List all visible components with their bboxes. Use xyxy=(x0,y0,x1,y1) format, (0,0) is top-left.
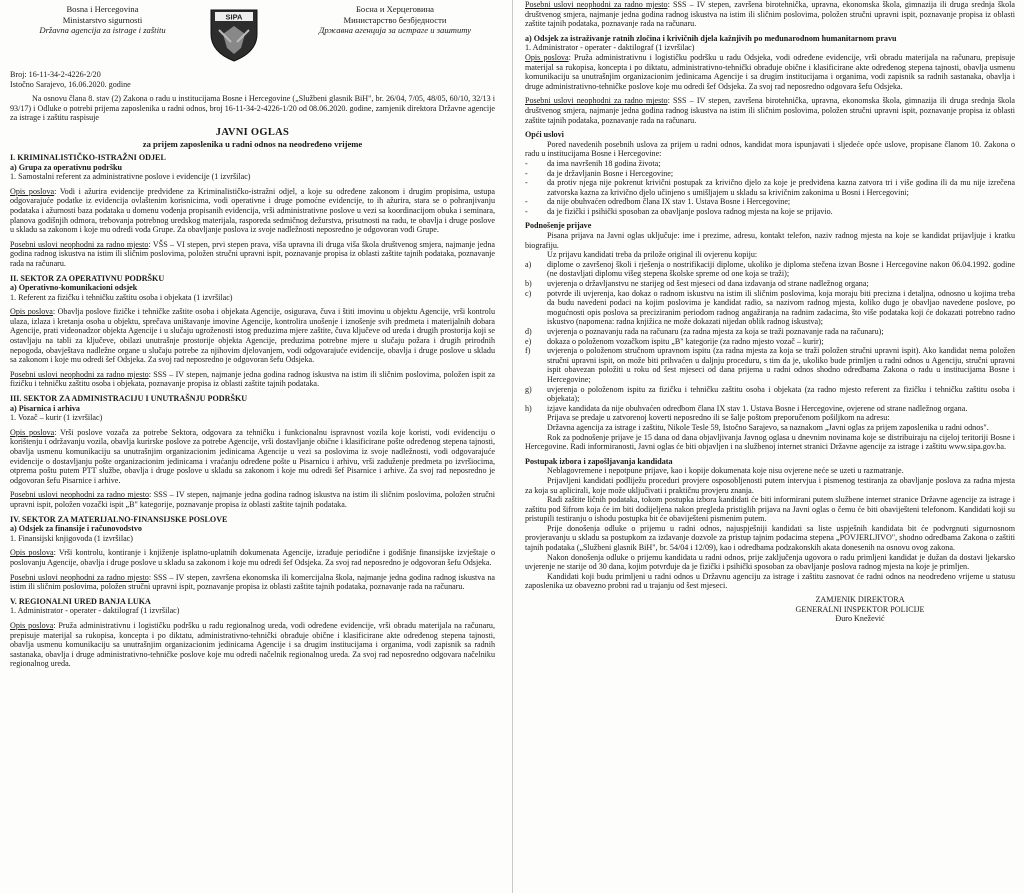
application-paragraph: Prijava se predaje u zatvorenoj koverti neposredno ili se šalje poštom preporučenom pošiljkom na adresu: xyxy=(547,413,890,423)
group-heading: a) Odsjek za istraživanje ratnih zločina i krivičnih djela kažnjivih po međunarodnom humanitarnom pravu xyxy=(525,33,897,43)
special-requirements xyxy=(10,573,495,592)
application-address: Državna agencija za istrage i zaštitu, Nikole Tesle 59, Istočno Sarajevo, sa naznakom „Javni oglas za prijem zaposlenika u radni odnos". xyxy=(547,422,989,432)
opis-label: Opis poslova xyxy=(10,427,55,437)
right-column xyxy=(525,0,1015,893)
list-item: - da ima navršenih 18 godina života; xyxy=(525,158,661,168)
opis-label: Opis poslova xyxy=(10,307,53,317)
special-requirements xyxy=(525,96,1015,125)
job-description xyxy=(10,187,495,235)
uslovi-label: Posebni uslovi neophodni za radno mjesto xyxy=(10,490,149,500)
position-title: 1. Administrator - operater - daktilograf (1 izvršilac) xyxy=(525,43,695,53)
uslovi-label: Posebni uslovi neophodni za radno mjesto xyxy=(10,239,149,249)
section-heading: Podnošenje prijave xyxy=(525,221,592,231)
uslovi-label: Posebni uslovi neophodni za radno mjesto xyxy=(525,96,668,106)
section-heading: Opći uslovi xyxy=(525,130,564,140)
opis-text: : Pruža administrativnu i logističku podršku u radu regionalnog ureda, vodi određene evidencije, vrši obradu materijala na računaru, prepisuje materijal sa rukopisa, koncepta i po diktatu, administrativno-tehnički obrađuje obične i klasificirane akte određenog stepena tajnosti, obavlja usmenu komunikaciju sa unutrašnjim organizacionim jedinicama Agencije i sa drugim institucijama i organima, vodi zapisnik sa radnih sastanaka, obavlja i druge administrativno-tehničke poslove koje mu odredi načelnik regionalnog ureda. Za svoj rad neposredno odgovara načelniku regionalnog ureda. xyxy=(10,620,495,669)
letterhead-left-line: Bosna i Hercegovina xyxy=(66,4,139,14)
job-description xyxy=(10,548,495,567)
opis-text: : Vrši poslove vozača za potrebe Sektora, odgovara za tehničku i funkcionalnu ispravnost vozila koje koristi, vodi evidenciju o korištenju i održavanju vozila, obavlja kurirske poslove za potrebe Agencije, vrši dostavljanje obične i klasificirane pošte određenog stepena tajnosti, obavlja usmenu komunikaciju sa unutrašnjim organizacionim jedinicama Agencije u vezi sa poslovima iz svoje nadležnosti, vodi odgovarajuće evidencije o dostavljanju pošte organizacionim jedinicama i vraćanju određene pošte u Pisarnicu i arhivu, vrši zaduženje predmeta po izvršiocima, otprema poštu putem PTT službe, obavlja i druge poslove u skladu sa zakonom i koje mu odredi šef Pisarnice i arhive. Za svoj rad neposredno je odgovoran šefu Pisarnice i arhive. xyxy=(10,427,495,485)
section-heading: IV. SEKTOR ZA MATERIJALNO-FINANSIJSKE POSLOVE xyxy=(10,514,228,524)
group-heading: a) Odsjek za finansije i računovodstvo xyxy=(10,524,142,534)
special-requirements xyxy=(525,0,1015,29)
letterhead-right-line: Босна и Херцеговина xyxy=(356,4,434,14)
position-title: 1. Vozač – kurir (1 izvršilac) xyxy=(10,413,103,423)
list-item: a) diplome o završenoj školi i rješenja o nostrifikaciji diplome, ukoliko je diploma stečena izvan Bosne i Hercegovine nakon 06.04.1992. godine (ne dostavljati diplomu višeg stepena školske spreme od one koja se traži); xyxy=(525,259,1015,279)
group-heading: a) Pisarnica i arhiva xyxy=(10,403,80,413)
section-heading: Postupak izbora i zapošljavanja kandidata xyxy=(525,456,673,466)
letterhead xyxy=(10,4,495,70)
list-item: - da nije obuhvaćen odredbom člana IX stav 1. Ustava Bosne i Hercegovine; xyxy=(525,197,791,207)
list-item: - da je državljanin Bosne i Hercegovine; xyxy=(525,168,674,178)
intro-paragraph: Na osnovu člana 8. stav (2) Zakona o radu u institucijama Bosne i Hercegovine („Službeni glasnik BiH", br. 26/04, 7/05, 48/05, 60/10, 32/13 i 93/17) i Odluke o potrebi prijema zaposlenika u radni odnos, broj 16-11-34-2-4226-1/20 od 08.06.2020. godine, zamjenik direktora Državne agencije za istrage i zaštitu raspisuje xyxy=(10,94,495,123)
special-requirements xyxy=(10,240,495,269)
letterhead-right xyxy=(295,4,495,36)
application-paragraph: Pisana prijava na Javni oglas uključuje: ime i prezime, adresu, kontakt telefon, naziv radnog mjesta na koje se kandidat prijavljuje i kratku biografiju. xyxy=(525,231,1015,250)
special-requirements xyxy=(10,370,495,389)
selection-paragraph: Kandidati koji budu primljeni u radni odnos u Državnu agenciju za istrage i zaštitu zasnovat će radni odnos na neodređeno vrijeme u statusu zaposlenika uz obavezno probni rad u trajanju od šest mjeseci. xyxy=(525,571,1015,591)
section-heading: V. REGIONALNI URED BANJA LUKA xyxy=(10,596,151,606)
uslovi-label: Posebni uslovi neophodni za radno mjesto xyxy=(10,572,149,582)
signature-title: ZAMJENIK DIREKTORA xyxy=(815,595,905,605)
document-number: Broj: 16-11-34-2-4226-2/20 xyxy=(10,70,101,79)
uslovi-label: Posebni uslovi neophodni za radno mjesto xyxy=(10,369,149,379)
signature-name: Đuro Knežević xyxy=(835,614,885,624)
page-title: JAVNI OGLAS xyxy=(215,126,290,138)
special-requirements xyxy=(10,490,495,509)
application-paragraph: Uz prijavu kandidati treba da prilože original ili ovjerenu kopiju: xyxy=(547,250,758,260)
opis-text: : Pruža administrativnu i logističku podršku u radu Odsjeka, vodi određene evidencije, vrši obradu materijala na računaru, prepisuje materijal sa rukopisa, koncepta i po diktatu, administrativno-tehnički obrađuje obične i klasificirane akte određenog stepena tajnosti, obavlja usmenu komunikaciju sa unutrašnjim organizacionim jedinicama Agencije i sa drugim institucijama i organima, vodi zapisnik sa radnih sastanaka, obavlja i druge administrativno-tehničke poslove koje mu odredi šef Odsjeka. Za svoj rad neposredno odgovara šefu Odsjeka. xyxy=(525,52,1015,91)
list-item: h) izjave kandidata da nije obuhvaćen odredbom člana IX stav 1. Ustava Bosne i Hercegovine, ovjerene od strane nadležnog organa. xyxy=(525,403,968,413)
opis-label: Opis poslova xyxy=(525,52,569,62)
letterhead-right-line: Министарство безбједности xyxy=(343,14,447,25)
job-description xyxy=(10,621,495,669)
opis-text: : Vrši kontrolu, kontiranje i knjiženje isplatno-uplatnih dokumenata Agencije, izrađuje periodične i godišnje finansijske izvještaje o poslovanju Agencije, obavlja i druge poslove u skladu sa zakonom i koje mu odredi šef Odsjeka. Za svoj rad neposredno je odgovoran šefu Odsjeka. xyxy=(10,548,495,567)
list-item: c) potvrde ili uvjerenja, kao dokaz o radnom iskustvu na istim ili sličnim poslovima, koja moraju biti precizna i detaljna, odnosno u kojima treba da budu navedeni podaci na kojim poslovima je kandidat radio, sa nazivom radnog mjesta, koliko dugo je obavljao navedene poslove, po mogućnosti opis poslova sa preciziranim periodom radnog angažiranja na radnim zadacima, što više podataka koji će dokazati potrebno radno iskustvo (napomena: radna knjižica ne može dokazati nijedan oblik radnog iskustva); xyxy=(525,288,1015,327)
sipa-logo-icon xyxy=(201,4,267,64)
uslovi-label: Posebni uslovi neophodni za radno mjesto xyxy=(525,0,668,9)
selection-paragraph: Prijavljeni kandidati podliježu proceduri provjere osposobljenosti putem intervjua i pismenog testiranja za obavljanje poslova za radna mjesta za koja su aplicirali, koje može uključivati i praktičnu provjeru znanja. xyxy=(525,475,1015,495)
letterhead-right-line: Државна агенција за истраге и заштиту xyxy=(318,25,472,35)
letterhead-left xyxy=(10,4,195,36)
selection-paragraph: Prije donošenja odluke o prijemu u radni odnos, najuspješniji kandidati sa liste uspješnih kandidata bit će podvrgnuti sigurnosnom provjeravanju u skladu sa postupkom za izdavanje dozvole za pristup tajnim podacima stepena „POVJERLJIVO", shodno odredbama Zakona o zaštiti tajnih podataka („Službeni glasnik BiH", br. 54/04 i 12/09), kao i odredbama podzakonskih akata donesenih na osnovu ovog zakona. xyxy=(525,523,1015,553)
application-deadline: Rok za podnošenje prijave je 15 dana od dana objavljivanja Javnog oglasa u dnevnim novinama koje se distribuiraju na cijeloj teritoriji Bosne i Hercegovine. Radi informiranosti, Javni oglas će biti objavljen i na službenoj internet stranici Državne agencije za istrage i zaštitu www.sipa.gov.ba. xyxy=(525,432,1015,452)
selection-paragraph: Nakon donošenja odluke o prijemu kandidata u radni odnos, prije zaključenja ugovora o radu primljeni kandidat je dužan da dostavi ljekarsko uvjerenje ne starije od 30 dana, kojim potvrđuje da je fizički i psihički sposoban za obavljanje poslova radnog mjesta na koje je primljen. xyxy=(525,552,1015,572)
selection-paragraph: Radi zaštite ličnih podataka, tokom postupka izbora kandidati će biti informirani putem službene internet stranice Državne agencije za istrage i zaštitu pod šifrom koja će im biti dodijeljena nakon pregleda pristiglih prijava na Javni oglas o čemu će biti obaviješteni telefonom. Kandidati koji su pristupili testiranju o ishodu postupka bit će obaviješteni pismenim putem. xyxy=(525,495,1015,524)
uslovi-text: : SSS – IV stepen, završena ekonomska ili komercijalna škola, najmanje jedna godina radnog iskustva na istim ili sličnim poslovima, položen stručni upravni ispit, poznavanje propisa iz oblasti zaštite tajnih podataka, poznavanje rada na računaru. xyxy=(10,572,495,592)
list-item: - da je fizički i psihički sposoban za obavljanje poslova radnog mjesta na koje se prijavio. xyxy=(525,206,833,216)
section-heading: I. KRIMINALISTIČKO-ISTRAŽNI ODJEL xyxy=(10,152,166,162)
uslovi-text: : SSS – IV stepen, najmanje jedna godina radnog iskustva na istim ili sličnim poslovima, položen ispit za fizičku i tehničku zaštitu osoba i objekata, poznavanje propisa iz oblasti zaštite tajnih podataka. xyxy=(10,369,495,389)
general-conditions-intro: Pored navedenih posebnih uslova za prijem u radni odnos, kandidat mora ispunjavati i sljedeće opće uslove, propisane članom 10. Zakona o radu u institucijama Bosne i Hercegovine: xyxy=(525,139,1015,159)
section-heading: III. SEKTOR ZA ADMINISTRACIJU I UNUTRAŠNJU PODRŠKU xyxy=(10,394,248,404)
opis-text: : Obavlja poslove fizičke i tehničke zaštite osoba i objekata Agencije, osigurava, čuva i štiti imovinu u objektu Agencije, vrši kontrolu ulaza, izlaza i kretanja osoba u objektu, sprečava uništavanje imovine Agencije, kontrolira unošenje i iznošenje svih predmeta i materijalnih dobara Agencije, prati videonadzor objekta Agencije i u slučaju ugroženosti istog preduzima mjere zaštite, čuva ključeve od ureda i drugih prostorija koji se ostavljaju na tabli za ključeve, obilazi unutrašnje prostorije objekta Agencije, preduzima potrebne mjere u slučaju požara i drugih prirodnih nepogoda, obavještava nadležne organe u slučaju potrebe za njihovim djelovanjem, vodi odgovarajuće evidencije, obavlja i druge poslove u skladu sa zakonom i koje mu odredi šef Odsjeka. Za svoj rad neposredno je odgovoran šefu Odsjeka. xyxy=(10,307,495,365)
position-title: 1. Administrator - operater - daktilograf (1 izvršilac) xyxy=(10,606,180,616)
opis-label: Opis poslova xyxy=(10,548,54,558)
opis-label: Opis poslova xyxy=(10,620,54,630)
list-item: b) uvjerenja o državljanstvu ne starijeg od šest mjeseci od dana izdavanja od strane nadležnog organa; xyxy=(525,279,869,289)
section-heading: II. SEKTOR ZA OPERATIVNU PODRŠKU xyxy=(10,273,165,283)
job-description xyxy=(525,53,1015,91)
selection-paragraph: Neblagovremene i nepotpune prijave, kao i kopije dokumenata koje nisu ovjerene neće se uzeti u razmatranje. xyxy=(547,466,904,476)
uslovi-text: : VŠS – VI stepen, prvi stepen prava, viša upravna ili druga viša škola društvenog smjera, najmanje jedna godina radnog iskustva na istim ili sličnim poslovima, položen stručni upravni ispit, poznavanje propisa iz oblasti zaštite tajnih podataka, poznavanje rada na računaru. xyxy=(10,239,495,268)
list-item: d) uvjerenja o poznavanju rada na računaru (za radna mjesta za koja se traži poznavanje rada na računaru); xyxy=(525,327,884,336)
list-item: e) dokaza o položenom vozačkom ispitu „B" kategorije (za radno mjesto vozač – kurir); xyxy=(525,336,824,346)
position-title: 1. Finansijski knjigovođa (1 izvršilac) xyxy=(10,533,133,543)
uslovi-text: : SSS – IV stepen, završena birotehnička, upravna, ekonomska škola, gimnazija ili druga srednja škola društvenog smjera, najmanje jedna godina radnog iskustva na istim ili sličnim poslovima, položen stručni upravni ispit, poznavanje propisa iz oblasti zaštite tajnih podataka, poznavanje rada na računaru. xyxy=(525,96,1015,125)
job-description xyxy=(10,307,495,365)
general-conditions-list xyxy=(525,159,1015,217)
logo-text: SIPA xyxy=(225,12,243,22)
column-divider xyxy=(512,0,513,893)
list-item: - da protiv njega nije pokrenut krivični postupak za krivično djelo za koje je predviđena kazna zatvora tri i više godina ili da mu nije izrečena zatvorska kazna za krivično djelo učinjeno s umišljajem u skladu sa krivičnim zakonima u Bosni i Hercegovini; xyxy=(525,178,1015,197)
uslovi-text: : SSS – IV stepen, završena birotehnička, upravna, ekonomska škola, gimnazija ili druga srednja škola društvenog smjera, najmanje jedna godina radnog iskustva na istim ili sličnim poslovima, položen stručni upravni ispit, poznavanje propisa iz oblasti zaštite tajnih podataka, poznavanje rada na računaru. xyxy=(525,0,1015,29)
uslovi-text: : SSS – IV stepen, najmanje jedna godina radnog iskustva na istim ili sličnim poslovima, položen stručni upravni ispit, položen vozački ispit „B" kategorije, poznavanje propisa iz oblasti zaštite tajnih podataka. xyxy=(10,490,495,509)
group-heading: a) Grupa za operativnu podršku xyxy=(10,162,122,172)
left-column xyxy=(10,0,495,893)
list-item: f) uvjerenja o položenom stručnom upravnom ispitu (za radna mjesta za koja se traži položen stručni upravni ispit). Ako kandidat nema položen stručni upravni ispit, on može biti prihvaćen u daljnju proceduru, s tim da je, ukoliko bude primljen u radni odnos u Agenciju, stručni upravni ispit obavezan položiti u roku od šest mjeseci od dana prijema u radni odnos shodno odredbama Zakona o radu u institucijama Bosne i Hercegovine; xyxy=(525,346,1015,384)
position-title: 1. Referent za fizičku i tehničku zaštitu osoba i objekata (1 izvršilac) xyxy=(10,292,233,302)
signature-block xyxy=(705,595,1015,624)
documents-list xyxy=(525,260,1015,414)
group-heading: a) Operativno-komunikacioni odsjek xyxy=(10,283,138,293)
job-description xyxy=(10,428,495,486)
letterhead-left-line: Državna agencija za istrage i zaštitu xyxy=(39,25,166,35)
page-subtitle: za prijem zaposlenika u radni odnos na neodređeno vrijeme xyxy=(142,138,363,149)
signature-title: GENERALNI INSPEKTOR POLICIJE xyxy=(795,604,925,614)
list-item: g) uvjerenja o položenom ispitu za fizičku i tehničku zaštitu osoba i objekata (za radno mjesto referent za fizičku i tehničku zaštitu osoba i objekata); xyxy=(525,384,1015,404)
opis-text: : Vodi i ažurira evidencije predviđene za Kriminalističko-istražni odjel, a koje su određene zakonom i drugim propisima, ustupa odgovarajuće podatke iz evidencija ovlaštenim korisnicima, vodi operativne i druge pomoćne evidencije, to ih ažurira, stara se o pohranjivanju podataka i ažurnosti baza podataka u domenu vođenja propisanih evidencija, vrši administrativne poslove u vezi sa koordinacijom obuka i seminara, planova godišnjih odmora, trebovanja potrebnog uredskog materijala, rasporeda sedmičnog dežurstva, prisutnosti na radu, te obavlja i druge poslove u skladu sa zakonom i koje mu odredi vođa Grupe. Za obavljanje poslova iz svoje nadležnosti neposredno je odgovoran vođi Grupe. xyxy=(10,186,495,235)
position-title: 1. Samostalni referent za administrativne poslove i evidencije (1 izvršilac) xyxy=(10,172,251,182)
document-date: Istočno Sarajevo, 16.06.2020. godine xyxy=(10,79,131,89)
letterhead-left-line: Ministarstvo sigurnosti xyxy=(62,14,143,25)
opis-label: Opis poslova xyxy=(10,186,55,196)
